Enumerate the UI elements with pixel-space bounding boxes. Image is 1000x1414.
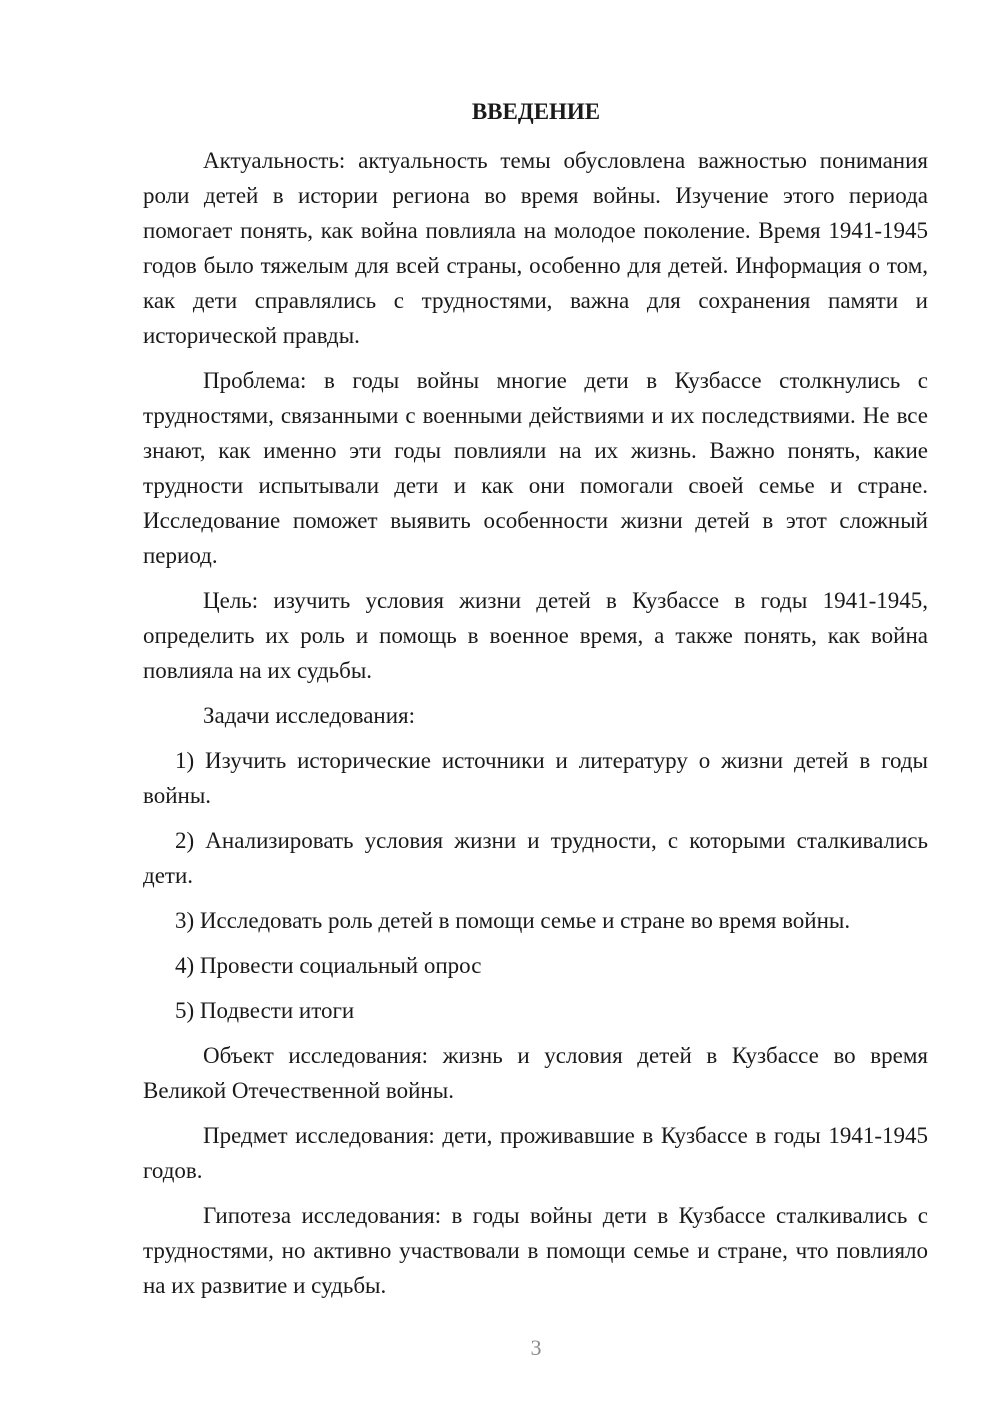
document-body [143,143,928,1313]
goal-paragraph: Цель: изучить условия жизни детей в Кузбассе в годы 1941-1945, определить их роль и помощь в военное время, а также понять, как война повлияла на их судьбы. [143,588,928,683]
task-item: 3) Исследовать роль детей в помощи семье и стране во время войны. [175,908,851,933]
object-paragraph: Объект исследования: жизнь и условия детей в Кузбассе во время Великой Отечественной войны. [143,1043,928,1103]
subject-paragraph: Предмет исследования: дети, проживавшие в Кузбассе в годы 1941-1945 годов. [143,1123,928,1183]
task-item: 1) Изучить исторические источники и литературу о жизни детей в годы войны. [143,748,928,808]
tasks-title: Задачи исследования: [203,703,416,728]
task-item: 4) Провести социальный опрос [175,953,482,978]
relevance-paragraph: Актуальность: актуальность темы обусловлена важностью понимания роли детей в истории региона во время войны. Изучение этого периода помогает понять, как война повлияла на молодое поколение. Время 1941-1945 годов было тяжелым для всей страны, особенно для детей. Информация о том, как дети справлялись с трудностями, важна для сохранения памяти и исторической правды. [143,148,928,348]
problem-paragraph: Проблема: в годы войны многие дети в Кузбассе столкнулись с трудностями, связанными с военными действиями и их последствиями. Не все знают, как именно эти годы повлияли на их жизнь. Важно понять, какие трудности испытывали дети и как они помогали своей семье и стране. Исследование поможет выявить особенности жизни детей в этот сложный период. [143,368,928,568]
task-item: 5) Подвести итоги [175,998,355,1023]
task-item: 2) Анализировать условия жизни и трудности, с которыми сталкивались дети. [143,828,928,888]
section-heading: ВВЕДЕНИЕ [471,99,601,124]
hypothesis-paragraph: Гипотеза исследования: в годы войны дети в Кузбассе сталкивались с трудностями, но активно участвовали в помощи семье и стране, что повлияло на их развитие и судьбы. [143,1203,928,1298]
page-number: 3 [530,1335,542,1360]
